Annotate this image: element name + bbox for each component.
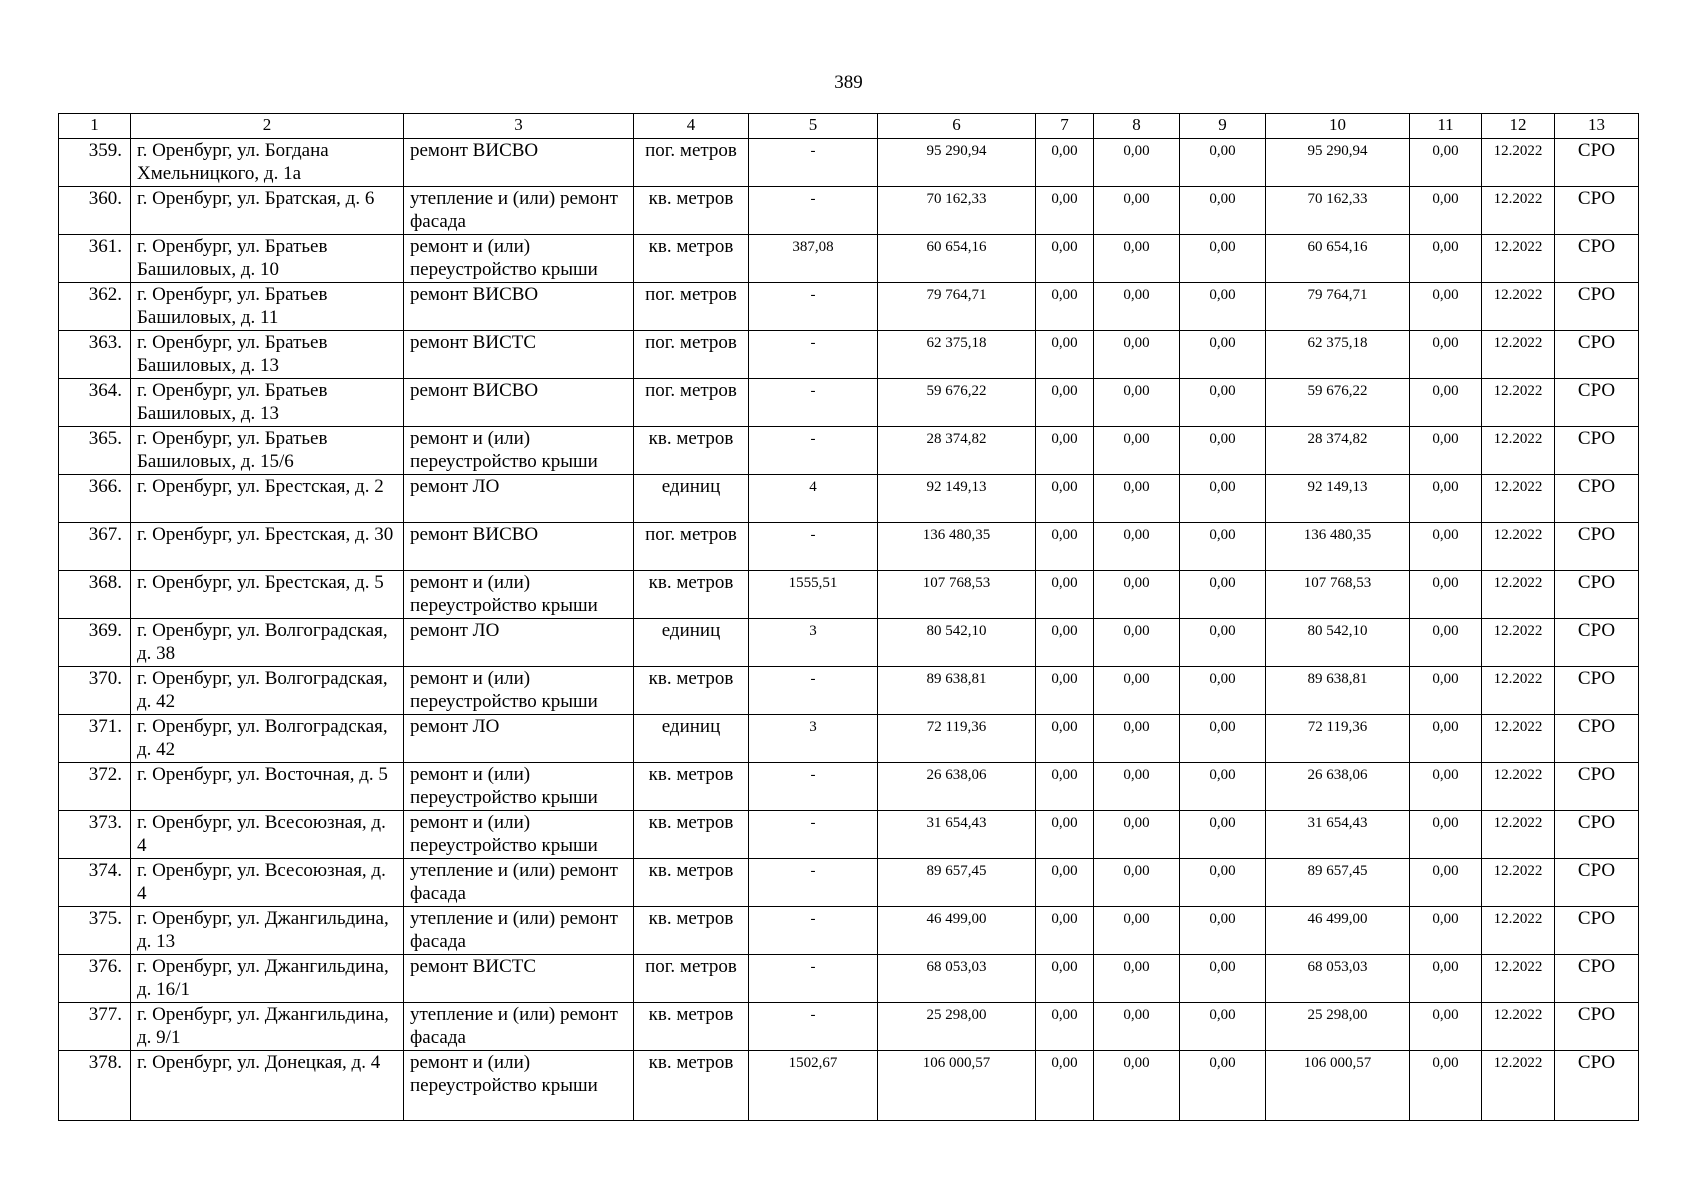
cell-address: г. Оренбург, ул. Братьев Башиловых, д. 13 bbox=[131, 331, 404, 379]
cell-cost-col-8: 0,00 bbox=[1094, 523, 1180, 571]
cell-quantity: - bbox=[749, 379, 878, 427]
cell-address: г. Оренбург, ул. Джангильдина, д. 16/1 bbox=[131, 955, 404, 1003]
cell-total-cost: 72 119,36 bbox=[878, 715, 1036, 763]
cell-funding-source: СРО bbox=[1555, 331, 1639, 379]
cell-completion-date: 12.2022 bbox=[1482, 955, 1555, 1003]
cell-row-number: 364. bbox=[59, 379, 131, 427]
cell-funding-source: СРО bbox=[1555, 763, 1639, 811]
cell-quantity: - bbox=[749, 859, 878, 907]
col-header-11: 11 bbox=[1410, 114, 1482, 139]
cell-cost-col-9: 0,00 bbox=[1180, 667, 1266, 715]
cell-work-type: ремонт ВИСВО bbox=[404, 379, 634, 427]
cell-cost-col-8: 0,00 bbox=[1094, 283, 1180, 331]
cell-address: г. Оренбург, ул. Братьев Башиловых, д. 15/6 bbox=[131, 427, 404, 475]
cell-row-number: 361. bbox=[59, 235, 131, 283]
cell-cost-col-10: 26 638,06 bbox=[1266, 763, 1410, 811]
cell-unit: кв. метров bbox=[634, 859, 749, 907]
cell-cost-col-11: 0,00 bbox=[1410, 379, 1482, 427]
cell-cost-col-10: 31 654,43 bbox=[1266, 811, 1410, 859]
cell-cost-col-10: 89 638,81 bbox=[1266, 667, 1410, 715]
cell-total-cost: 136 480,35 bbox=[878, 523, 1036, 571]
col-header-6: 6 bbox=[878, 114, 1036, 139]
cell-address: г. Оренбург, ул. Братьев Башиловых, д. 10 bbox=[131, 235, 404, 283]
cell-cost-col-9: 0,00 bbox=[1180, 715, 1266, 763]
cell-cost-col-9: 0,00 bbox=[1180, 859, 1266, 907]
cell-work-type: ремонт ЛО bbox=[404, 475, 634, 523]
cell-total-cost: 92 149,13 bbox=[878, 475, 1036, 523]
table-row bbox=[59, 667, 1639, 715]
cell-cost-col-8: 0,00 bbox=[1094, 763, 1180, 811]
cell-cost-col-8: 0,00 bbox=[1094, 859, 1180, 907]
cell-funding-source: СРО bbox=[1555, 859, 1639, 907]
cell-address: г. Оренбург, ул. Братьев Башиловых, д. 11 bbox=[131, 283, 404, 331]
cell-funding-source: СРО bbox=[1555, 1051, 1639, 1121]
cell-funding-source: СРО bbox=[1555, 235, 1639, 283]
cell-row-number: 367. bbox=[59, 523, 131, 571]
cell-address: г. Оренбург, ул. Братьев Башиловых, д. 13 bbox=[131, 379, 404, 427]
cell-unit: кв. метров bbox=[634, 763, 749, 811]
cell-quantity: - bbox=[749, 427, 878, 475]
cell-cost-col-11: 0,00 bbox=[1410, 571, 1482, 619]
cell-work-type: ремонт ВИСВО bbox=[404, 523, 634, 571]
cell-funding-source: СРО bbox=[1555, 475, 1639, 523]
page-number: 389 bbox=[834, 72, 863, 93]
table-row bbox=[59, 907, 1639, 955]
cell-row-number: 372. bbox=[59, 763, 131, 811]
cell-funding-source: СРО bbox=[1555, 571, 1639, 619]
cell-cost-col-9: 0,00 bbox=[1180, 811, 1266, 859]
col-header-7: 7 bbox=[1036, 114, 1094, 139]
cell-quantity: - bbox=[749, 667, 878, 715]
cell-cost-col-7: 0,00 bbox=[1036, 955, 1094, 1003]
cell-completion-date: 12.2022 bbox=[1482, 235, 1555, 283]
cell-cost-col-8: 0,00 bbox=[1094, 907, 1180, 955]
cell-work-type: утепление и (или) ремонт фасада bbox=[404, 907, 634, 955]
cell-row-number: 369. bbox=[59, 619, 131, 667]
cell-total-cost: 26 638,06 bbox=[878, 763, 1036, 811]
cell-total-cost: 59 676,22 bbox=[878, 379, 1036, 427]
cell-quantity: 1555,51 bbox=[749, 571, 878, 619]
cell-address: г. Оренбург, ул. Богдана Хмельницкого, д. 1а bbox=[131, 139, 404, 187]
cell-cost-col-10: 106 000,57 bbox=[1266, 1051, 1410, 1121]
cell-unit: кв. метров bbox=[634, 571, 749, 619]
cell-cost-col-10: 107 768,53 bbox=[1266, 571, 1410, 619]
cell-total-cost: 70 162,33 bbox=[878, 187, 1036, 235]
cell-cost-col-9: 0,00 bbox=[1180, 1003, 1266, 1051]
cell-total-cost: 89 638,81 bbox=[878, 667, 1036, 715]
cell-completion-date: 12.2022 bbox=[1482, 619, 1555, 667]
cell-cost-col-9: 0,00 bbox=[1180, 139, 1266, 187]
cell-row-number: 375. bbox=[59, 907, 131, 955]
cell-unit: кв. метров bbox=[634, 907, 749, 955]
cell-cost-col-11: 0,00 bbox=[1410, 619, 1482, 667]
cell-cost-col-10: 25 298,00 bbox=[1266, 1003, 1410, 1051]
cell-work-type: ремонт и (или) переустройство крыши bbox=[404, 811, 634, 859]
cell-total-cost: 60 654,16 bbox=[878, 235, 1036, 283]
cell-quantity: 3 bbox=[749, 619, 878, 667]
col-header-12: 12 bbox=[1482, 114, 1555, 139]
cell-completion-date: 12.2022 bbox=[1482, 763, 1555, 811]
cell-cost-col-8: 0,00 bbox=[1094, 955, 1180, 1003]
cell-cost-col-7: 0,00 bbox=[1036, 187, 1094, 235]
cell-row-number: 378. bbox=[59, 1051, 131, 1121]
cell-unit: кв. метров bbox=[634, 187, 749, 235]
cell-address: г. Оренбург, ул. Брестская, д. 2 bbox=[131, 475, 404, 523]
cell-address: г. Оренбург, ул. Восточная, д. 5 bbox=[131, 763, 404, 811]
cell-work-type: утепление и (или) ремонт фасада bbox=[404, 1003, 634, 1051]
cell-cost-col-11: 0,00 bbox=[1410, 427, 1482, 475]
cell-cost-col-9: 0,00 bbox=[1180, 235, 1266, 283]
col-header-8: 8 bbox=[1094, 114, 1180, 139]
col-header-4: 4 bbox=[634, 114, 749, 139]
cell-cost-col-7: 0,00 bbox=[1036, 907, 1094, 955]
cell-cost-col-11: 0,00 bbox=[1410, 1003, 1482, 1051]
table-row bbox=[59, 619, 1639, 667]
cell-cost-col-11: 0,00 bbox=[1410, 715, 1482, 763]
cell-completion-date: 12.2022 bbox=[1482, 667, 1555, 715]
cell-cost-col-9: 0,00 bbox=[1180, 427, 1266, 475]
cell-total-cost: 79 764,71 bbox=[878, 283, 1036, 331]
cell-cost-col-10: 72 119,36 bbox=[1266, 715, 1410, 763]
cell-completion-date: 12.2022 bbox=[1482, 379, 1555, 427]
cell-cost-col-11: 0,00 bbox=[1410, 907, 1482, 955]
cell-cost-col-10: 92 149,13 bbox=[1266, 475, 1410, 523]
cell-quantity: - bbox=[749, 955, 878, 1003]
cell-quantity: 1502,67 bbox=[749, 1051, 878, 1121]
cell-quantity: 3 bbox=[749, 715, 878, 763]
cell-unit: пог. метров bbox=[634, 139, 749, 187]
cell-cost-col-8: 0,00 bbox=[1094, 235, 1180, 283]
cell-completion-date: 12.2022 bbox=[1482, 715, 1555, 763]
cell-cost-col-7: 0,00 bbox=[1036, 139, 1094, 187]
cell-total-cost: 80 542,10 bbox=[878, 619, 1036, 667]
cell-unit: кв. метров bbox=[634, 811, 749, 859]
cell-unit: пог. метров bbox=[634, 523, 749, 571]
cell-cost-col-8: 0,00 bbox=[1094, 379, 1180, 427]
cell-work-type: ремонт ВИСТС bbox=[404, 955, 634, 1003]
cell-quantity: 387,08 bbox=[749, 235, 878, 283]
cell-completion-date: 12.2022 bbox=[1482, 523, 1555, 571]
cell-completion-date: 12.2022 bbox=[1482, 427, 1555, 475]
cell-address: г. Оренбург, ул. Брестская, д. 30 bbox=[131, 523, 404, 571]
cell-cost-col-7: 0,00 bbox=[1036, 235, 1094, 283]
cell-work-type: ремонт и (или) переустройство крыши bbox=[404, 235, 634, 283]
table-row bbox=[59, 235, 1639, 283]
works-table bbox=[58, 113, 1639, 1121]
cell-row-number: 359. bbox=[59, 139, 131, 187]
cell-row-number: 371. bbox=[59, 715, 131, 763]
col-header-3: 3 bbox=[404, 114, 634, 139]
cell-quantity: - bbox=[749, 283, 878, 331]
cell-quantity: - bbox=[749, 1003, 878, 1051]
table-row bbox=[59, 331, 1639, 379]
cell-address: г. Оренбург, ул. Всесоюзная, д. 4 bbox=[131, 811, 404, 859]
cell-cost-col-11: 0,00 bbox=[1410, 235, 1482, 283]
col-header-13: 13 bbox=[1555, 114, 1639, 139]
cell-quantity: - bbox=[749, 523, 878, 571]
cell-work-type: ремонт ВИСВО bbox=[404, 283, 634, 331]
cell-address: г. Оренбург, ул. Донецкая, д. 4 bbox=[131, 1051, 404, 1121]
cell-unit: единиц bbox=[634, 475, 749, 523]
cell-completion-date: 12.2022 bbox=[1482, 283, 1555, 331]
cell-cost-col-8: 0,00 bbox=[1094, 331, 1180, 379]
cell-funding-source: СРО bbox=[1555, 811, 1639, 859]
cell-completion-date: 12.2022 bbox=[1482, 331, 1555, 379]
cell-row-number: 376. bbox=[59, 955, 131, 1003]
cell-funding-source: СРО bbox=[1555, 379, 1639, 427]
cell-cost-col-10: 68 053,03 bbox=[1266, 955, 1410, 1003]
cell-cost-col-9: 0,00 bbox=[1180, 907, 1266, 955]
cell-cost-col-7: 0,00 bbox=[1036, 859, 1094, 907]
cell-completion-date: 12.2022 bbox=[1482, 1051, 1555, 1121]
cell-work-type: ремонт и (или) переустройство крыши bbox=[404, 667, 634, 715]
cell-row-number: 373. bbox=[59, 811, 131, 859]
cell-total-cost: 68 053,03 bbox=[878, 955, 1036, 1003]
cell-quantity: - bbox=[749, 763, 878, 811]
cell-address: г. Оренбург, ул. Джангильдина, д. 13 bbox=[131, 907, 404, 955]
cell-work-type: ремонт и (или) переустройство крыши bbox=[404, 1051, 634, 1121]
cell-unit: единиц bbox=[634, 715, 749, 763]
cell-address: г. Оренбург, ул. Волгоградская, д. 42 bbox=[131, 715, 404, 763]
cell-cost-col-11: 0,00 bbox=[1410, 811, 1482, 859]
cell-cost-col-10: 28 374,82 bbox=[1266, 427, 1410, 475]
cell-cost-col-7: 0,00 bbox=[1036, 619, 1094, 667]
cell-cost-col-7: 0,00 bbox=[1036, 1051, 1094, 1121]
cell-cost-col-11: 0,00 bbox=[1410, 859, 1482, 907]
cell-funding-source: СРО bbox=[1555, 715, 1639, 763]
cell-work-type: ремонт и (или) переустройство крыши bbox=[404, 571, 634, 619]
table-row bbox=[59, 571, 1639, 619]
cell-work-type: утепление и (или) ремонт фасада bbox=[404, 859, 634, 907]
cell-cost-col-7: 0,00 bbox=[1036, 475, 1094, 523]
cell-cost-col-7: 0,00 bbox=[1036, 763, 1094, 811]
cell-cost-col-10: 95 290,94 bbox=[1266, 139, 1410, 187]
cell-cost-col-10: 46 499,00 bbox=[1266, 907, 1410, 955]
cell-funding-source: СРО bbox=[1555, 283, 1639, 331]
cell-cost-col-11: 0,00 bbox=[1410, 667, 1482, 715]
cell-quantity: 4 bbox=[749, 475, 878, 523]
cell-work-type: ремонт ВИСВО bbox=[404, 139, 634, 187]
cell-cost-col-8: 0,00 bbox=[1094, 571, 1180, 619]
cell-address: г. Оренбург, ул. Джангильдина, д. 9/1 bbox=[131, 1003, 404, 1051]
cell-cost-col-7: 0,00 bbox=[1036, 427, 1094, 475]
cell-funding-source: СРО bbox=[1555, 955, 1639, 1003]
cell-total-cost: 107 768,53 bbox=[878, 571, 1036, 619]
cell-cost-col-10: 59 676,22 bbox=[1266, 379, 1410, 427]
cell-cost-col-10: 89 657,45 bbox=[1266, 859, 1410, 907]
cell-total-cost: 28 374,82 bbox=[878, 427, 1036, 475]
cell-unit: пог. метров bbox=[634, 379, 749, 427]
cell-cost-col-8: 0,00 bbox=[1094, 1051, 1180, 1121]
cell-quantity: - bbox=[749, 139, 878, 187]
cell-row-number: 366. bbox=[59, 475, 131, 523]
cell-row-number: 370. bbox=[59, 667, 131, 715]
cell-cost-col-11: 0,00 bbox=[1410, 1051, 1482, 1121]
cell-address: г. Оренбург, ул. Всесоюзная, д. 4 bbox=[131, 859, 404, 907]
cell-unit: кв. метров bbox=[634, 1003, 749, 1051]
cell-total-cost: 31 654,43 bbox=[878, 811, 1036, 859]
cell-work-type: ремонт и (или) переустройство крыши bbox=[404, 763, 634, 811]
cell-funding-source: СРО bbox=[1555, 187, 1639, 235]
cell-work-type: утепление и (или) ремонт фасада bbox=[404, 187, 634, 235]
cell-total-cost: 106 000,57 bbox=[878, 1051, 1036, 1121]
cell-cost-col-10: 80 542,10 bbox=[1266, 619, 1410, 667]
cell-cost-col-11: 0,00 bbox=[1410, 523, 1482, 571]
cell-address: г. Оренбург, ул. Брестская, д. 5 bbox=[131, 571, 404, 619]
cell-work-type: ремонт ЛО bbox=[404, 715, 634, 763]
cell-total-cost: 89 657,45 bbox=[878, 859, 1036, 907]
cell-work-type: ремонт ВИСТС bbox=[404, 331, 634, 379]
cell-cost-col-7: 0,00 bbox=[1036, 811, 1094, 859]
cell-cost-col-7: 0,00 bbox=[1036, 283, 1094, 331]
cell-completion-date: 12.2022 bbox=[1482, 907, 1555, 955]
cell-cost-col-7: 0,00 bbox=[1036, 379, 1094, 427]
cell-total-cost: 62 375,18 bbox=[878, 331, 1036, 379]
cell-completion-date: 12.2022 bbox=[1482, 187, 1555, 235]
cell-cost-col-9: 0,00 bbox=[1180, 523, 1266, 571]
cell-work-type: ремонт и (или) переустройство крыши bbox=[404, 427, 634, 475]
cell-funding-source: СРО bbox=[1555, 1003, 1639, 1051]
cell-row-number: 377. bbox=[59, 1003, 131, 1051]
cell-cost-col-8: 0,00 bbox=[1094, 619, 1180, 667]
cell-unit: кв. метров bbox=[634, 667, 749, 715]
table-body bbox=[59, 139, 1639, 1121]
cell-cost-col-7: 0,00 bbox=[1036, 715, 1094, 763]
cell-funding-source: СРО bbox=[1555, 667, 1639, 715]
cell-cost-col-11: 0,00 bbox=[1410, 331, 1482, 379]
table-row bbox=[59, 283, 1639, 331]
cell-cost-col-9: 0,00 bbox=[1180, 283, 1266, 331]
cell-cost-col-11: 0,00 bbox=[1410, 283, 1482, 331]
cell-completion-date: 12.2022 bbox=[1482, 1003, 1555, 1051]
cell-cost-col-10: 62 375,18 bbox=[1266, 331, 1410, 379]
cell-cost-col-7: 0,00 bbox=[1036, 667, 1094, 715]
col-header-5: 5 bbox=[749, 114, 878, 139]
cell-row-number: 362. bbox=[59, 283, 131, 331]
cell-cost-col-8: 0,00 bbox=[1094, 1003, 1180, 1051]
cell-cost-col-7: 0,00 bbox=[1036, 1003, 1094, 1051]
cell-cost-col-11: 0,00 bbox=[1410, 955, 1482, 1003]
cell-address: г. Оренбург, ул. Волгоградская, д. 38 bbox=[131, 619, 404, 667]
cell-unit: кв. метров bbox=[634, 235, 749, 283]
cell-cost-col-8: 0,00 bbox=[1094, 187, 1180, 235]
header-row bbox=[59, 114, 1639, 139]
table-row bbox=[59, 859, 1639, 907]
table-row bbox=[59, 1051, 1639, 1121]
cell-cost-col-9: 0,00 bbox=[1180, 187, 1266, 235]
cell-cost-col-8: 0,00 bbox=[1094, 811, 1180, 859]
cell-total-cost: 46 499,00 bbox=[878, 907, 1036, 955]
cell-unit: пог. метров bbox=[634, 283, 749, 331]
cell-completion-date: 12.2022 bbox=[1482, 139, 1555, 187]
table-header bbox=[59, 114, 1639, 139]
table-row bbox=[59, 715, 1639, 763]
cell-completion-date: 12.2022 bbox=[1482, 475, 1555, 523]
cell-cost-col-10: 79 764,71 bbox=[1266, 283, 1410, 331]
cell-cost-col-8: 0,00 bbox=[1094, 139, 1180, 187]
cell-cost-col-11: 0,00 bbox=[1410, 139, 1482, 187]
cell-total-cost: 25 298,00 bbox=[878, 1003, 1036, 1051]
cell-cost-col-7: 0,00 bbox=[1036, 571, 1094, 619]
cell-cost-col-10: 70 162,33 bbox=[1266, 187, 1410, 235]
cell-cost-col-9: 0,00 bbox=[1180, 379, 1266, 427]
cell-completion-date: 12.2022 bbox=[1482, 859, 1555, 907]
col-header-9: 9 bbox=[1180, 114, 1266, 139]
cell-funding-source: СРО bbox=[1555, 139, 1639, 187]
table-row bbox=[59, 139, 1639, 187]
cell-quantity: - bbox=[749, 811, 878, 859]
col-header-10: 10 bbox=[1266, 114, 1410, 139]
cell-funding-source: СРО bbox=[1555, 619, 1639, 667]
cell-cost-col-9: 0,00 bbox=[1180, 571, 1266, 619]
cell-cost-col-9: 0,00 bbox=[1180, 619, 1266, 667]
cell-cost-col-9: 0,00 bbox=[1180, 1051, 1266, 1121]
cell-cost-col-7: 0,00 bbox=[1036, 523, 1094, 571]
table-row bbox=[59, 187, 1639, 235]
cell-cost-col-9: 0,00 bbox=[1180, 331, 1266, 379]
table-row bbox=[59, 475, 1639, 523]
cell-quantity: - bbox=[749, 331, 878, 379]
cell-funding-source: СРО bbox=[1555, 523, 1639, 571]
cell-cost-col-9: 0,00 bbox=[1180, 763, 1266, 811]
cell-row-number: 368. bbox=[59, 571, 131, 619]
cell-quantity: - bbox=[749, 187, 878, 235]
cell-unit: кв. метров bbox=[634, 427, 749, 475]
cell-work-type: ремонт ЛО bbox=[404, 619, 634, 667]
cell-cost-col-10: 60 654,16 bbox=[1266, 235, 1410, 283]
cell-cost-col-11: 0,00 bbox=[1410, 187, 1482, 235]
table-row bbox=[59, 763, 1639, 811]
cell-cost-col-9: 0,00 bbox=[1180, 955, 1266, 1003]
table-row bbox=[59, 523, 1639, 571]
cell-cost-col-11: 0,00 bbox=[1410, 475, 1482, 523]
cell-unit: единиц bbox=[634, 619, 749, 667]
table-row bbox=[59, 811, 1639, 859]
cell-unit: пог. метров bbox=[634, 955, 749, 1003]
cell-cost-col-11: 0,00 bbox=[1410, 763, 1482, 811]
col-header-2: 2 bbox=[131, 114, 404, 139]
cell-unit: кв. метров bbox=[634, 1051, 749, 1121]
table-row bbox=[59, 427, 1639, 475]
table-row bbox=[59, 1003, 1639, 1051]
table-row bbox=[59, 379, 1639, 427]
cell-cost-col-10: 136 480,35 bbox=[1266, 523, 1410, 571]
cell-quantity: - bbox=[749, 907, 878, 955]
cell-completion-date: 12.2022 bbox=[1482, 571, 1555, 619]
cell-cost-col-8: 0,00 bbox=[1094, 715, 1180, 763]
cell-unit: пог. метров bbox=[634, 331, 749, 379]
cell-row-number: 365. bbox=[59, 427, 131, 475]
cell-cost-col-8: 0,00 bbox=[1094, 475, 1180, 523]
table-row bbox=[59, 955, 1639, 1003]
col-header-1: 1 bbox=[59, 114, 131, 139]
cell-cost-col-9: 0,00 bbox=[1180, 475, 1266, 523]
cell-funding-source: СРО bbox=[1555, 907, 1639, 955]
cell-cost-col-8: 0,00 bbox=[1094, 427, 1180, 475]
cell-row-number: 374. bbox=[59, 859, 131, 907]
cell-completion-date: 12.2022 bbox=[1482, 811, 1555, 859]
cell-cost-col-7: 0,00 bbox=[1036, 331, 1094, 379]
cell-total-cost: 95 290,94 bbox=[878, 139, 1036, 187]
cell-row-number: 363. bbox=[59, 331, 131, 379]
cell-row-number: 360. bbox=[59, 187, 131, 235]
cell-address: г. Оренбург, ул. Волгоградская, д. 42 bbox=[131, 667, 404, 715]
cell-funding-source: СРО bbox=[1555, 427, 1639, 475]
cell-address: г. Оренбург, ул. Братская, д. 6 bbox=[131, 187, 404, 235]
cell-cost-col-8: 0,00 bbox=[1094, 667, 1180, 715]
